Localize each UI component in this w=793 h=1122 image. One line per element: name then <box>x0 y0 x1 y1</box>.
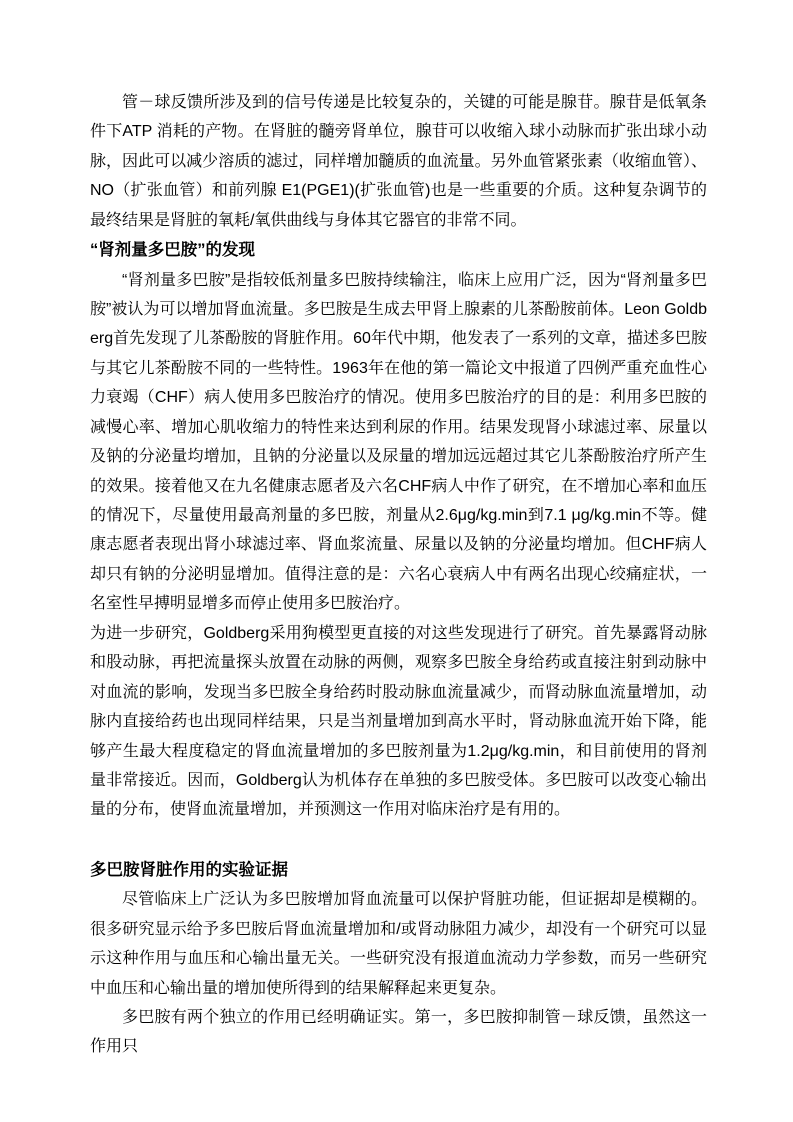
para-two-independent-actions: 多巴胺有两个独立的作用已经明确证实。第一，多巴胺抑制管－球反馈，虽然这一作用只 <box>90 1008 707 1056</box>
para-tubuloglomerular-signal: 管－球反馈所涉及到的信号传递是比较复杂的，关键的可能是腺苷。腺苷是低氧条件下ATP 消耗的产物。在肾脏的髓旁肾单位，腺苷可以收缩入球小动脉而扩张出球小动脉，因此可以减少溶质的滤过，同样增加髓质的血流量。另外血管紧张素（收缩血管）、NO（扩张血管）和前列腺 E1(PGE1)(扩张血管)也是一些重要的介质。这种复杂调节的最终结果是肾脏的氧耗/氧供曲线与身体其它器官的非常不同。 <box>90 94 707 229</box>
heading-renal-dose-dopamine-discovery: “肾剂量多巴胺”的发现 <box>90 241 255 260</box>
para-evidence-ambiguous: 尽管临床上广泛认为多巴胺增加肾血流量可以保护肾脏功能，但证据却是模糊的。很多研究显示给予多巴胺后肾血流量增加和/或肾动脉阻力减少，却没有一个研究可以显示这种作用与血压和心输出量无关。一些研究没有报道血流动力学参数，而另一些研究中血压和心输出量的增加使所得到的结果解释起来更复杂。 <box>90 891 707 997</box>
heading-experimental-evidence: 多巴胺肾脏作用的实验证据 <box>90 860 288 879</box>
para-goldberg-dog-study: 为进一步研究，Goldberg采用狗模型更直接的对这些发现进行了研究。首先暴露肾动脉和股动脉，再把流量探头放置在动脉的两侧，观察多巴胺全身给药或直接注射到动脉中对血流的影响，发现当多巴胺全身给药时股动脉血流量减少，而肾动脉血流量增加，动脉内直接给药也出现同样结果，只是当剂量增加到高水平时，肾动脉血流开始下降，能够产生最大程度稳定的肾血流量增加的多巴胺剂量为1.2μg/kg.min，和目前使用的肾剂量非常接近。因而，Goldberg认为机体存在单独的多巴胺受体。多巴胺可以改变心输出量的分布，使肾血流量增加，并预测这一作用对临床治疗是有用的。 <box>90 624 707 819</box>
para-renal-dose-dopamine: “肾剂量多巴胺”是指较低剂量多巴胺持续输注，临床上应用广泛，因为“肾剂量多巴胺”被认为可以增加肾血流量。多巴胺是生成去甲肾上腺素的儿茶酚胺前体。Leon Goldberg首先发现了儿茶酚胺的肾脏作用。60年代中期，他发表了一系列的文章，描述多巴胺与其它儿茶酚胺不同的一些特性。1963年在他的第一篇论文中报道了四例严重充血性心力衰竭（CHF）病人使用多巴胺治疗的情况。使用多巴胺治疗的目的是：利用多巴胺的减慢心率、增加心肌收缩力的特性来达到利尿的作用。结果发现肾小球滤过率、尿量以及钠的分泌量均增加，且钠的分泌量以及尿量的增加远远超过其它儿茶酚胺治疗所产生的效果。接着他又在九名健康志愿者及六名CHF病人中作了研究，在不增加心率和血压的情况下，尽量使用最高剂量的多巴胺，剂量从2.6μg/kg.min到7.1 μg/kg.min不等。健康志愿者表现出肾小球滤过率、肾血浆流量、尿量以及钠的分泌量均增加。但CHF病人却只有钠的分泌明显增加。值得注意的是：六名心衰病人中有两名出现心绞痛症状，一名室性早搏明显增多而停止使用多巴胺治疗。 <box>90 271 707 613</box>
document-content <box>90 88 707 1062</box>
